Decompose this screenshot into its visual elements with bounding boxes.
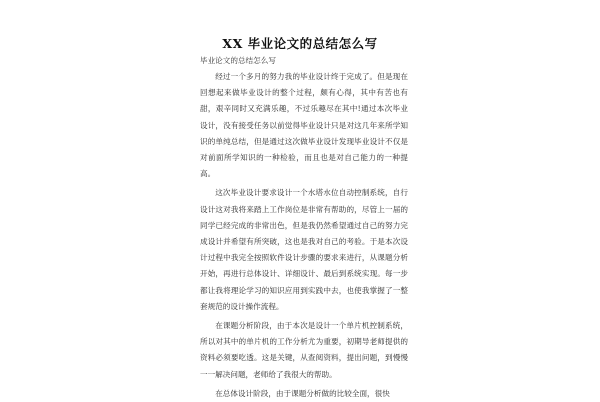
paragraph-4: 在总体设计阶段，由于课题分析做的比较全面，很快 (215, 388, 390, 398)
paragraph-3: 在课题分析阶段，由于本次是设计一个单片机控制系统，所以对其中的单片机的工作分析尤为重要，初期导老师提供的资料必须要吃透。这是关键，从查阅资料，提出问题，到慢慢一一解决问题，老师给了我很大的帮助。 (200, 321, 408, 379)
paragraph-2: 这次毕业设计要求设计一个水塔水位自动控制系统，自行设计这对我将来踏上工作岗位是非常有帮助的，尽管上一届的同学已经完成的非常出色，但是我仍然希望通过自己的努力完成设计并希望有所突破，这也是我对自己的考验。于是本次设计过程中我完全按照软件设计步骤的要求来进行，从课题分析开始，再进行总体设计、详细设计、最后到系统实现。每一步都让我将理论学习的知识应用到实践中去，也使我掌握了一整套规范的设计操作流程。 (200, 188, 408, 311)
document-body (200, 54, 408, 402)
document-subtitle: 毕业论文的总结怎么写 (200, 56, 276, 65)
paragraph-1: 经过一个多月的努力我的毕业设计终于完成了。但是现在回想起来做毕业设计的整个过程，颇有心得，其中有苦也有甜，艰辛同时又充满乐趣，不过乐趣尽在其中!通过本次毕业设计，没有接受任务以前觉得毕业设计只是对这几年来所学知识的单纯总结，但是通过这次做毕业设计发现毕业设计不仅是对前面所学知识的一种检验，而且也是对自己能力的一种提高。 (200, 72, 408, 179)
document-title: XX 毕业论文的总结怎么写 (222, 36, 378, 51)
